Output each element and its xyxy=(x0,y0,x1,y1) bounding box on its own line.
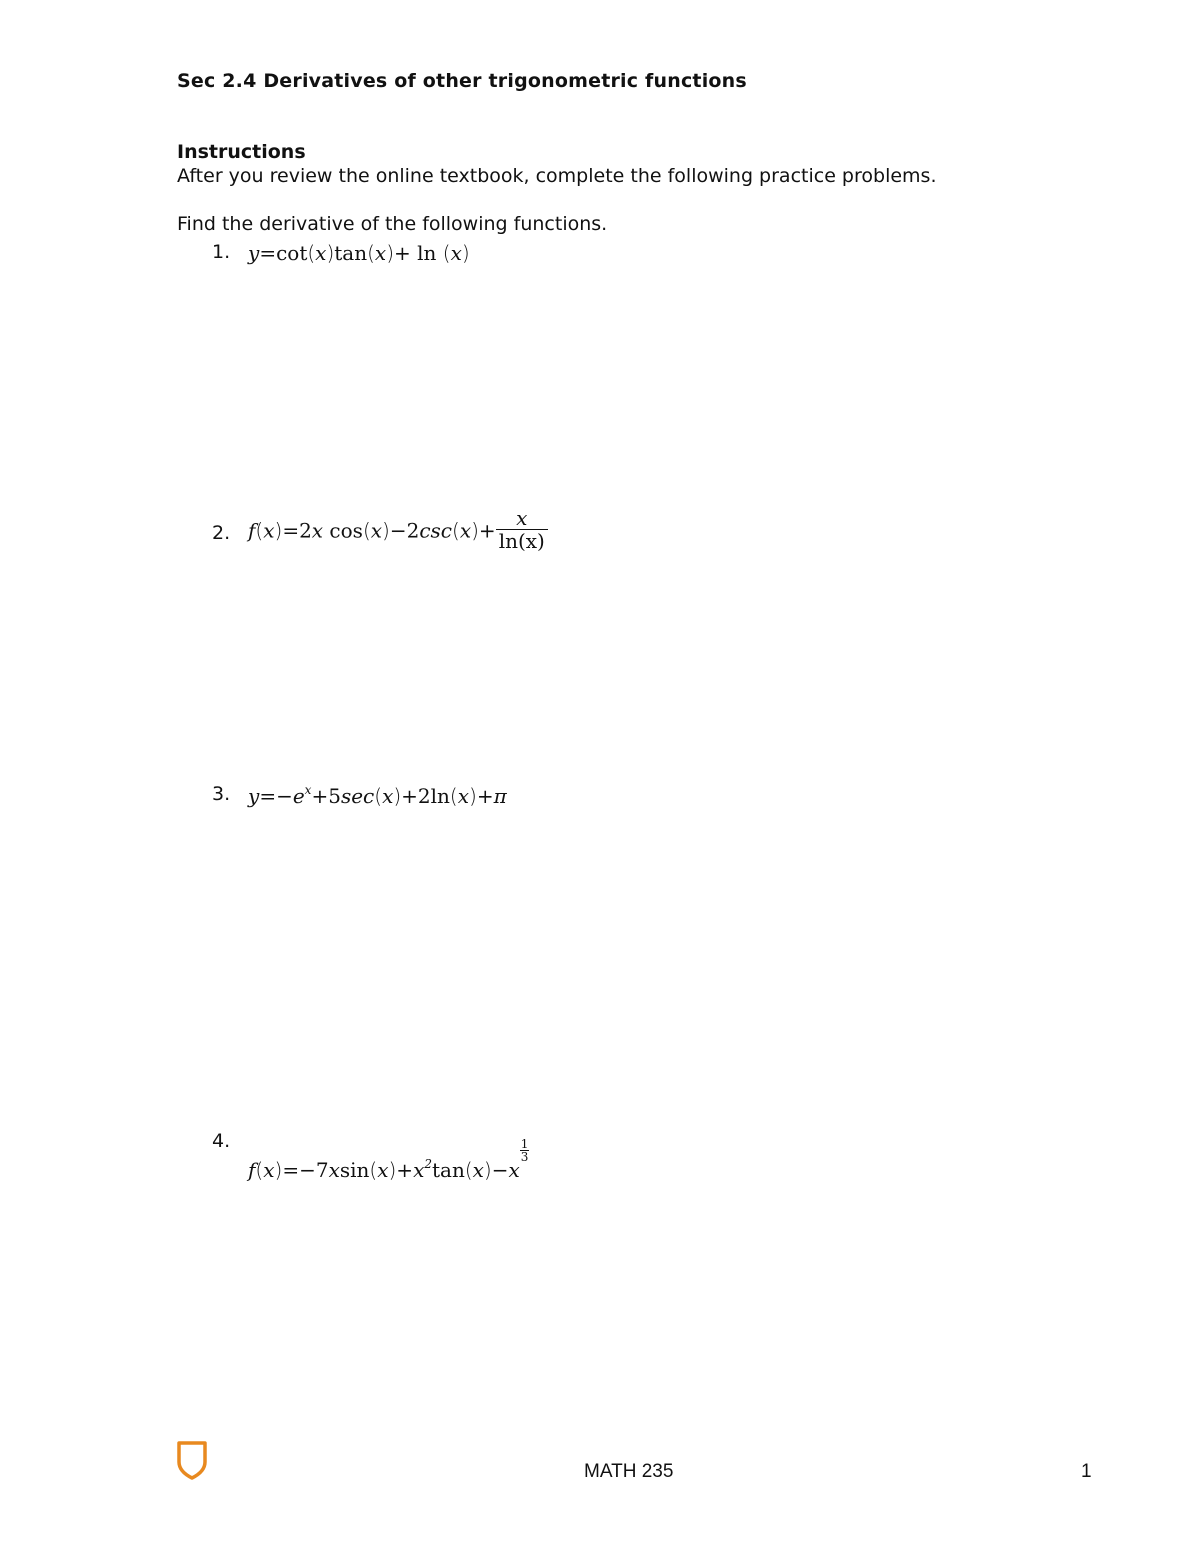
problem-number: 3. xyxy=(212,783,231,805)
exponent: x xyxy=(304,783,312,797)
problem-expression: f(x)=2x cos(x)−2csc(x)+ $\frac{x}{\ln(x)}$ xyxy=(248,510,548,554)
instructions-text: After you review the online textbook, complete the following practice problems. xyxy=(177,165,937,187)
footer-course: MATH 235 xyxy=(584,1461,674,1482)
fraction xyxy=(496,508,548,552)
fraction-numerator: x xyxy=(496,508,548,530)
exponent-fraction-denominator: 3 xyxy=(520,1150,529,1164)
problem-number: 1. xyxy=(212,241,231,263)
problem-expression: $y=-e^x+5\sec(x)+2\ln(x)+\pi$ xyxy=(248,783,507,808)
page-number: 1 xyxy=(1081,1461,1092,1482)
exponent-fraction xyxy=(520,1138,530,1163)
exponent-fraction-numerator: 1 xyxy=(520,1137,529,1151)
problem-expression: y=cot(x)tan(x)+ ln (x) xyxy=(248,241,470,265)
fraction-denominator: ln(x) xyxy=(498,529,545,553)
instructions-heading: Instructions xyxy=(177,141,306,163)
page-title: Sec 2.4 Derivatives of other trigonometric functions xyxy=(177,70,747,92)
problems-lead-text: Find the derivative of the following functions. xyxy=(177,213,608,235)
shield-icon xyxy=(176,1440,208,1480)
problem-number: 2. xyxy=(212,522,231,544)
problem-expression: $f(x)=-7xsin(x)+x^2\tan(x)-x$ $\frac{1}{3}$ xyxy=(248,1137,529,1182)
problem-number: 4. xyxy=(212,1130,231,1152)
exponent-square: 2 xyxy=(424,1157,432,1171)
